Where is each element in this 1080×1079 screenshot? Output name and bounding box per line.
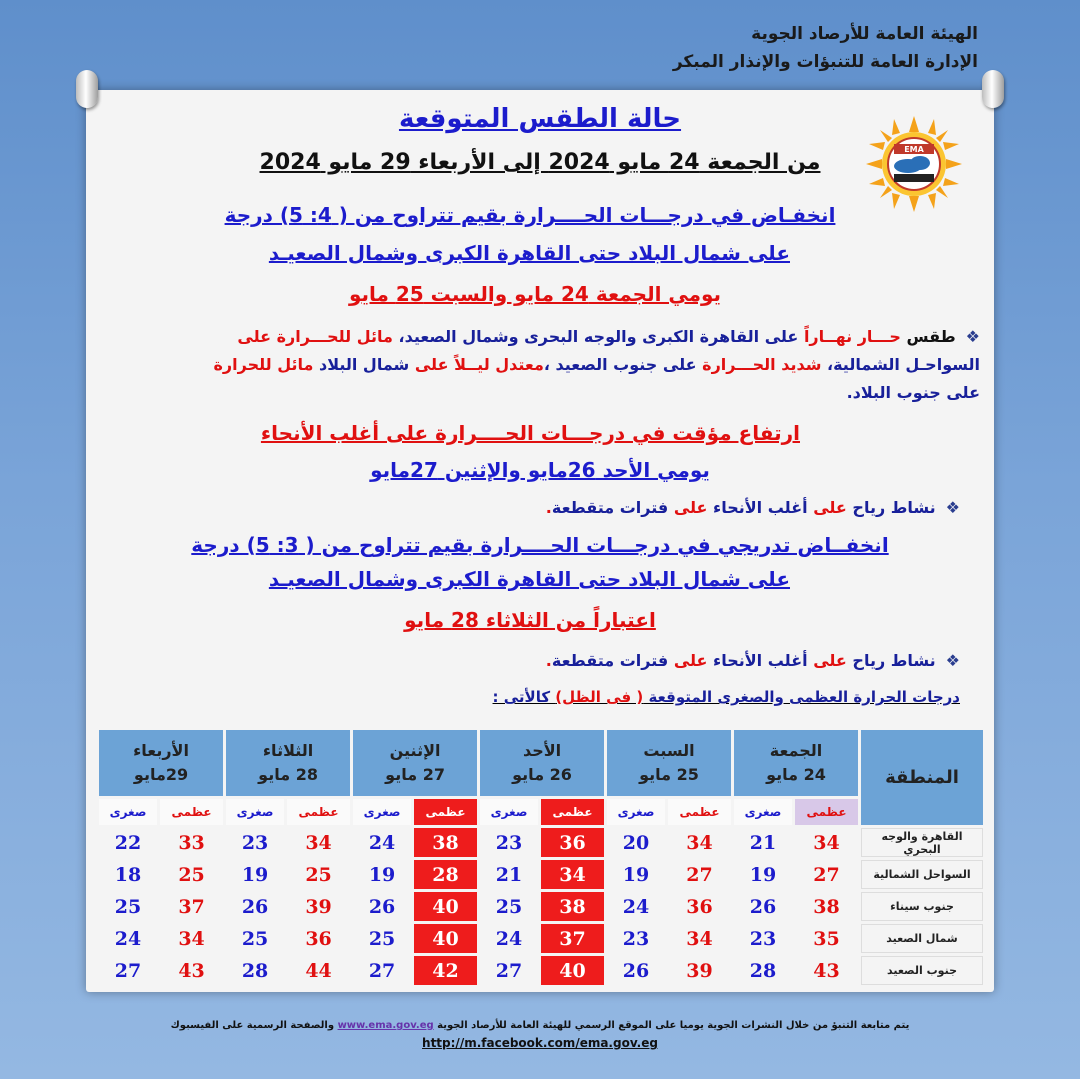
max-temp: 43 <box>178 959 205 982</box>
sec3-line2: على شمال البلاد حتى القاهرة الكبرى وشمال الصعيـد <box>268 567 790 591</box>
table-intro: درجات الحرارة العظمى والصغرى المتوقعة ( فى الظل) كالأتى : <box>492 688 960 706</box>
table-row <box>99 860 983 889</box>
max-temp: 40 <box>414 924 477 953</box>
footer-note: يتم متابعة التنبؤ من خلال النشرات الجوية يوميا على الموقع الرسمي للهيئة العامة للأرصاد الجوية www.ema.gov.eg والصفحة الرسمية على الفيسبوك <box>170 1020 910 1031</box>
pin-right-icon <box>982 70 1004 108</box>
min-temp: 25 <box>368 927 396 950</box>
sec2-days: يومي الأحد 26مايو والإثنين 27مايو <box>370 458 710 482</box>
max-temp: 36 <box>305 927 332 950</box>
min-temp: 19 <box>241 863 269 886</box>
sec1-days: يومي الجمعة 24 مايو والسبت 25 مايو <box>348 282 722 306</box>
max-label: عظمى <box>668 799 731 825</box>
min-temp: 23 <box>622 927 650 950</box>
max-temp: 34 <box>178 927 205 950</box>
min-temp: 26 <box>749 895 777 918</box>
org-name: الهيئة العامة للأرصاد الجوية <box>751 24 978 44</box>
max-temp: 36 <box>541 828 604 857</box>
min-temp: 27 <box>495 959 523 982</box>
max-temp: 37 <box>541 924 604 953</box>
min-temp: 24 <box>495 927 523 950</box>
website-link[interactable]: www.ema.gov.eg <box>337 1020 434 1031</box>
min-label: صغرى <box>734 799 792 825</box>
sec2-line1: ارتفاع مؤقت في درجـــات الحــــرارة على أغلب الأنحاء <box>260 421 800 445</box>
min-temp: 19 <box>622 863 650 886</box>
max-temp: 35 <box>813 927 840 950</box>
min-temp: 22 <box>114 831 142 854</box>
max-temp: 27 <box>686 863 713 886</box>
max-temp: 39 <box>686 959 713 982</box>
weather-paragraph: ❖طقس حـــار نهــاراً على القاهرة الكبرى والوجه البحرى وشمال الصعيد، مائل للحـــرارة على السواحـل الشمالية، شديد الحـــرارة على جنوب الصعيد ،معتدل ليــلاً على شمال البلاد مائل للحرارة على جنوب البلاد. <box>213 327 980 402</box>
min-temp: 18 <box>114 863 142 886</box>
min-label: صغرى <box>226 799 284 825</box>
max-temp: 38 <box>414 828 477 857</box>
min-label: صغرى <box>607 799 665 825</box>
max-temp: 43 <box>813 959 840 982</box>
department-name: الإدارة العامة للتنبؤات والإنذار المبكر <box>672 52 978 72</box>
facebook-link[interactable]: http://m.facebook.com/ema.gov.eg <box>422 1036 658 1050</box>
min-temp: 23 <box>749 927 777 950</box>
day-header: الثلاثاء 28 مايو <box>226 730 350 796</box>
min-temp: 28 <box>749 959 777 982</box>
footer-facebook <box>100 1036 980 1050</box>
temperature-table <box>96 727 986 988</box>
min-temp: 21 <box>749 831 777 854</box>
min-temp: 24 <box>622 895 650 918</box>
min-temp: 25 <box>114 895 142 918</box>
max-temp: 37 <box>178 895 205 918</box>
max-temp: 42 <box>414 956 477 985</box>
max-temp: 36 <box>686 895 713 918</box>
min-temp: 25 <box>495 895 523 918</box>
max-temp: 40 <box>414 892 477 921</box>
sec1-line1: انخفـاض في درجـــات الحــــرارة بقيم تتراوح من ( 4: 5) درجة <box>224 203 836 227</box>
min-temp: 23 <box>495 831 523 854</box>
max-label: عظمى <box>287 799 350 825</box>
date-range: من الجمعة 24 مايو 2024 إلى الأربعاء 29 مايو 2024 <box>259 150 821 175</box>
min-label: صغرى <box>353 799 411 825</box>
min-temp: 26 <box>622 959 650 982</box>
max-temp: 34 <box>686 927 713 950</box>
min-temp: 28 <box>241 959 269 982</box>
min-temp: 19 <box>749 863 777 886</box>
sec3-line1: انخفــاض تدريجي في درجـــات الحــــرارة بقيم تتراوح من ( 3: 5) درجة <box>191 533 889 557</box>
wind-bullet-2: ❖نشاط رياح على أغلب الأنحاء على فترات متقطعة. <box>545 651 960 670</box>
max-temp: 34 <box>813 831 840 854</box>
day-header: السبت 25 مايو <box>607 730 731 796</box>
min-temp: 23 <box>241 831 269 854</box>
min-label: صغرى <box>99 799 157 825</box>
min-label: صغرى <box>480 799 538 825</box>
max-temp: 25 <box>305 863 332 886</box>
table-row <box>99 924 983 953</box>
region-name: شمال الصعيد <box>861 924 983 953</box>
max-temp: 44 <box>305 959 332 982</box>
max-temp: 25 <box>178 863 205 886</box>
diamond-bullet-icon: ❖ <box>945 498 960 517</box>
max-temp: 28 <box>414 860 477 889</box>
pin-left-icon <box>76 70 98 108</box>
table-row <box>99 956 983 985</box>
table-row <box>99 892 983 921</box>
max-temp: 39 <box>305 895 332 918</box>
max-label: عظمى <box>160 799 223 825</box>
max-label: عظمى <box>541 799 604 825</box>
max-temp: 38 <box>541 892 604 921</box>
max-temp: 34 <box>541 860 604 889</box>
day-header: الأربعاء 29مايو <box>99 730 223 796</box>
region-name: السواحل الشمالية <box>861 860 983 889</box>
min-temp: 26 <box>241 895 269 918</box>
region-name: جنوب سيناء <box>861 892 983 921</box>
diamond-bullet-icon: ❖ <box>945 651 960 670</box>
day-header: الأحد 26 مايو <box>480 730 604 796</box>
min-temp: 25 <box>241 927 269 950</box>
min-temp: 24 <box>368 831 396 854</box>
min-temp: 21 <box>495 863 523 886</box>
min-temp: 20 <box>622 831 650 854</box>
region-name: جنوب الصعيد <box>861 956 983 985</box>
max-temp: 40 <box>541 956 604 985</box>
max-temp: 34 <box>305 831 332 854</box>
region-name: القاهرة والوجه البحري <box>861 828 983 857</box>
max-label: عظمى <box>795 799 858 825</box>
min-temp: 27 <box>114 959 142 982</box>
diamond-bullet-icon: ❖ <box>965 327 980 346</box>
sec1-line2: على شمال البلاد حتى القاهرة الكبرى وشمال الصعيـد <box>268 241 790 265</box>
min-temp: 26 <box>368 895 396 918</box>
max-temp: 27 <box>813 863 840 886</box>
region-header: المنطقة <box>861 730 983 825</box>
sec3-from: اعتباراً من الثلاثاء 28 مايو <box>404 608 656 632</box>
min-temp: 27 <box>368 959 396 982</box>
max-temp: 33 <box>178 831 205 854</box>
day-header: الإثنين 27 مايو <box>353 730 477 796</box>
page-title: حالة الطقس المتوقعة <box>398 104 682 134</box>
max-temp: 38 <box>813 895 840 918</box>
min-temp: 19 <box>368 863 396 886</box>
max-label: عظمى <box>414 799 477 825</box>
max-temp: 34 <box>686 831 713 854</box>
min-temp: 24 <box>114 927 142 950</box>
logo-text: EMA <box>904 145 924 154</box>
wind-bullet-1: ❖نشاط رياح على أغلب الأنحاء على فترات متقطعة. <box>545 498 960 517</box>
day-header: الجمعة 24 مايو <box>734 730 858 796</box>
table-row <box>99 828 983 857</box>
